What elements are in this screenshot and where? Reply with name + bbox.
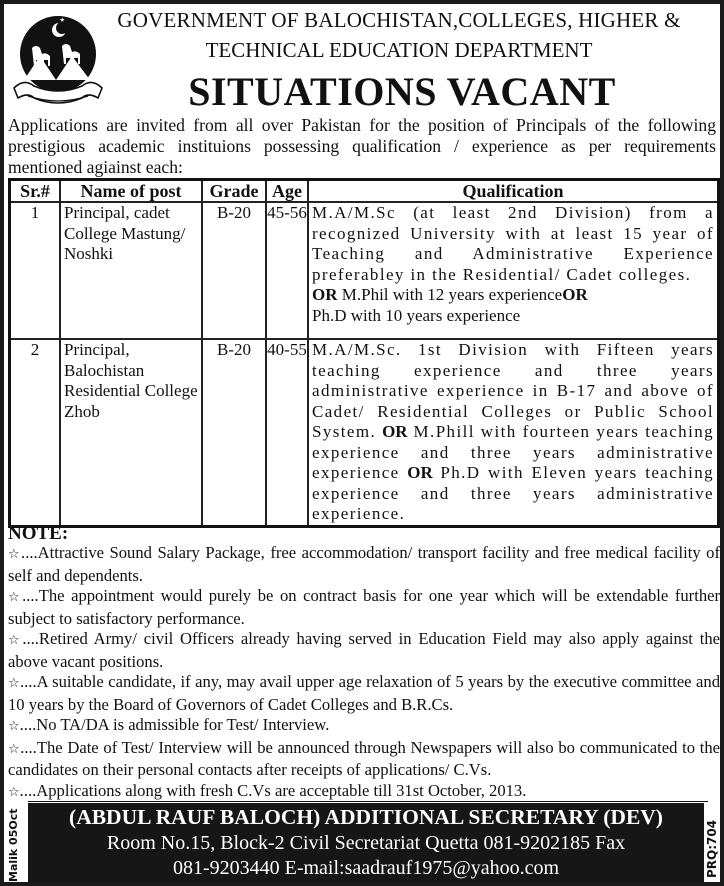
note-text: ....The appointment would purely be on contract basis for one year which will be extendable further subject to satisfactory performance.: [8, 586, 721, 628]
note-item: [8, 738, 720, 781]
side-code-left: Malik 05Oct: [7, 808, 20, 882]
cell-grade: B-20: [202, 202, 266, 339]
address-line1: Room No.15, Block-2 Civil Secretariat Quetta 081-9202185 Fax: [106, 832, 626, 854]
department-name-line1: GOVERNMENT OF BALOCHISTAN,COLLEGES, HIGHER &: [117, 8, 681, 32]
address-line2: 081-9203440 E-mail:saadrauf1975@yahoo.com: [172, 857, 560, 879]
star-bullet-icon: ☆: [8, 590, 23, 605]
or-label: OR: [562, 285, 588, 304]
note-text: ....No TA/DA is admissible for Test/ Interview.: [19, 715, 330, 734]
note-text: ....The Date of Test/ Interview will be announced through Newspapers will also bo communicated to the candidates on their personal contacts after receipts of applications/ C.Vs.: [8, 737, 720, 779]
note-item: [8, 715, 720, 738]
star-bullet-icon: ☆: [8, 719, 20, 734]
cell-grade: B-20: [202, 339, 266, 526]
qualification-alt-2: Ph.D with 10 years experience: [312, 305, 521, 325]
cell-post: Principal, cadet College Mastung/ Noshki: [60, 202, 202, 339]
advertisement-page: [4, 4, 720, 882]
col-header-qualification: Qualification: [308, 180, 719, 203]
notes-list: [8, 543, 720, 803]
col-header-post: Name of post: [60, 180, 202, 203]
note-item: [8, 781, 720, 804]
page-title: SITUATIONS VACANT: [188, 69, 616, 114]
divider: [28, 801, 708, 802]
cell-sr: 2: [10, 339, 61, 526]
table-row: [10, 339, 719, 526]
cell-qualification: [308, 202, 719, 339]
note-item: [8, 672, 720, 715]
note-item: [8, 629, 720, 672]
col-header-grade: Grade: [202, 180, 266, 203]
or-label: OR: [312, 285, 338, 304]
notes-heading: NOTE:: [8, 523, 69, 544]
note-text: ....Retired Army/ civil Officers already having served in Education Field may also apply against the above vacant positions.: [8, 629, 720, 671]
qualification-primary: M.A/M.Sc. 1st Division with Fifteen years teaching experience and three years administrative experience in B-17 and above of Cadet/ Residential Colleges or Public School System.: [312, 340, 714, 441]
star-bullet-icon: ☆: [8, 676, 20, 691]
note-text: ....Attractive Sound Salary Package, free accommodation/ transport facility and free medical facility of self and dependents.: [8, 543, 721, 585]
note-item: [8, 586, 720, 629]
qualification-alt-1: M.Phil with 12 years experience: [337, 285, 563, 304]
signatory: (ABDUL RAUF BALOCH) ADDITIONAL SECRETARY (DEV): [69, 805, 663, 829]
or-label: OR: [382, 422, 408, 441]
star-bullet-icon: ☆: [8, 741, 21, 757]
intro-paragraph: Applications are invited from all over Pakistan for the position of Principals of the following prestigious academic instituions possessing qualification / experience as per requirements mentioned agiainst each:: [8, 115, 716, 177]
qualification-alt-2: Ph.D with Eleven years teaching experience and three years administrative experience.: [312, 463, 714, 523]
star-bullet-icon: ☆: [8, 633, 23, 648]
cell-sr: 1: [10, 202, 61, 339]
note-text: ....Applications along with fresh C.Vs are acceptable till 31st October, 2013.: [19, 780, 527, 800]
note-item: [8, 543, 720, 586]
vacancy-table: [8, 178, 720, 528]
star-bullet-icon: ☆: [8, 547, 22, 562]
cell-post: Principal, Balochistan Residential College Zhob: [60, 339, 202, 526]
table-row: [10, 202, 719, 339]
star-bullet-icon: ☆: [8, 784, 20, 800]
signature-block: [28, 803, 704, 882]
department-name-line2: TECHNICAL EDUCATION DEPARTMENT: [205, 38, 593, 62]
cell-qualification: [308, 339, 719, 526]
qualification-alt-1: M.Phill with fourteen years teaching experience and three years administrative experience: [312, 422, 714, 482]
cell-age: 45-56: [266, 202, 308, 339]
qualification-primary: M.A/M.Sc (at least 2nd Division) from a recognized University with at least 15 year of Teaching and Administrative Experience preferabley in the Residential/ Cadet colleges.: [312, 203, 714, 284]
col-header-sr: Sr.#: [10, 180, 61, 203]
col-header-age: Age: [266, 180, 308, 203]
or-label: OR: [407, 463, 433, 482]
note-text: ....A suitable candidate, if any, may avail upper age relaxation of 5 years by the executive committee and 10 years by the Board of Governors of Cadet Colleges and B.R.Cs.: [8, 672, 720, 714]
cell-age: 40-55: [266, 339, 308, 526]
table-header-row: [10, 180, 719, 203]
side-code-right: PRQ:704: [705, 819, 719, 878]
